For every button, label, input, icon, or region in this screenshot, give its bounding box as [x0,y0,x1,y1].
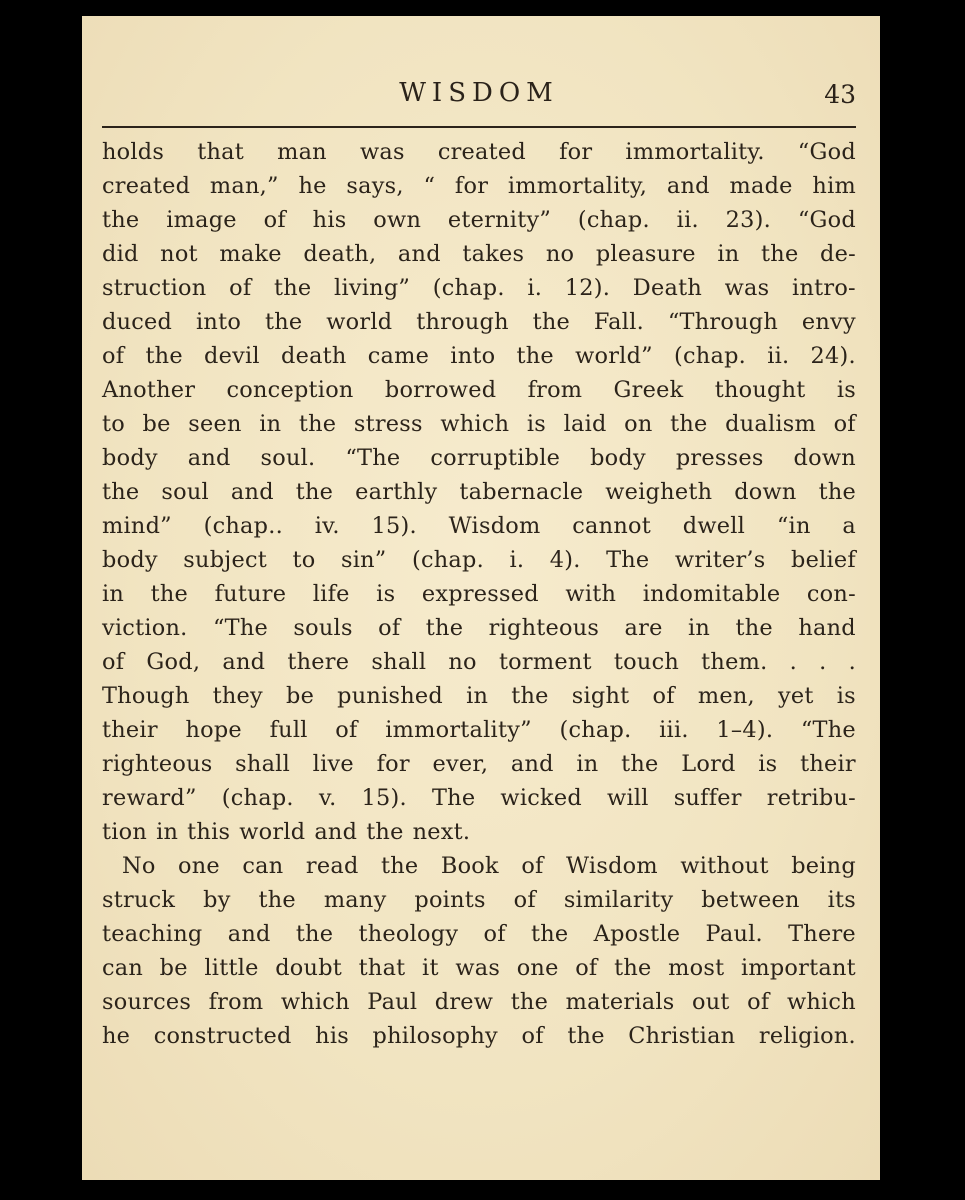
text-line: No one can read the Book of Wisdom without being [122,853,856,879]
text-line: Another conception borrowed from Greek thought is [102,377,856,403]
text-line: created man,” he says, “ for immortality, and made him [102,173,856,199]
text-line: the soul and the earthly tabernacle weigheth down the [102,479,856,505]
text-line: teaching and the theology of the Apostle Paul. There [102,921,856,947]
text-line: mind” (chap.. iv. 15). Wisdom cannot dwell “in a [102,513,856,539]
text-line: holds that man was created for immortality. “God [102,139,856,165]
text-line: struction of the living” (chap. i. 12). Death was intro- [102,275,856,301]
running-head [102,78,856,124]
text-line: their hope full of immortality” (chap. iii. 1–4). “The [102,717,856,743]
text-line: reward” (chap. v. 15). The wicked will suffer retribu- [102,785,856,811]
text-line: struck by the many points of similarity between its [102,887,856,913]
text-line: in the future life is expressed with indomitable con- [102,581,856,607]
paragraph-1 [102,135,856,849]
book-page [82,16,880,1180]
text-line: he constructed his philosophy of the Christian religion. [102,1023,856,1049]
text-line: of the devil death came into the world” (chap. ii. 24). [102,343,856,369]
text-line: body and soul. “The corruptible body presses down [102,445,856,471]
text-line: duced into the world through the Fall. “Through envy [102,309,856,335]
header-rule [102,126,856,128]
text-line: of God, and there shall no torment touch them. . . . [102,649,856,675]
text-line: Though they be punished in the sight of men, yet is [102,683,856,709]
text-line: body subject to sin” (chap. i. 4). The writer’s belief [102,547,856,573]
running-title: WISDOM [399,78,559,108]
page-number: 43 [824,80,856,109]
text-line: the image of his own eternity” (chap. ii. 23). “God [102,207,856,233]
text-line: sources from which Paul drew the materials out of which [102,989,856,1015]
text-line: to be seen in the stress which is laid on the dualism of [102,411,856,437]
text-line: viction. “The souls of the righteous are in the hand [102,615,856,641]
text-line: tion in this world and the next. [102,819,471,845]
text-line: righteous shall live for ever, and in the Lord is their [102,751,856,777]
text-line: did not make death, and takes no pleasure in the de- [102,241,856,267]
paragraph-2 [102,849,856,1053]
text-line: can be little doubt that it was one of the most important [102,955,856,981]
body-text [102,135,856,1053]
